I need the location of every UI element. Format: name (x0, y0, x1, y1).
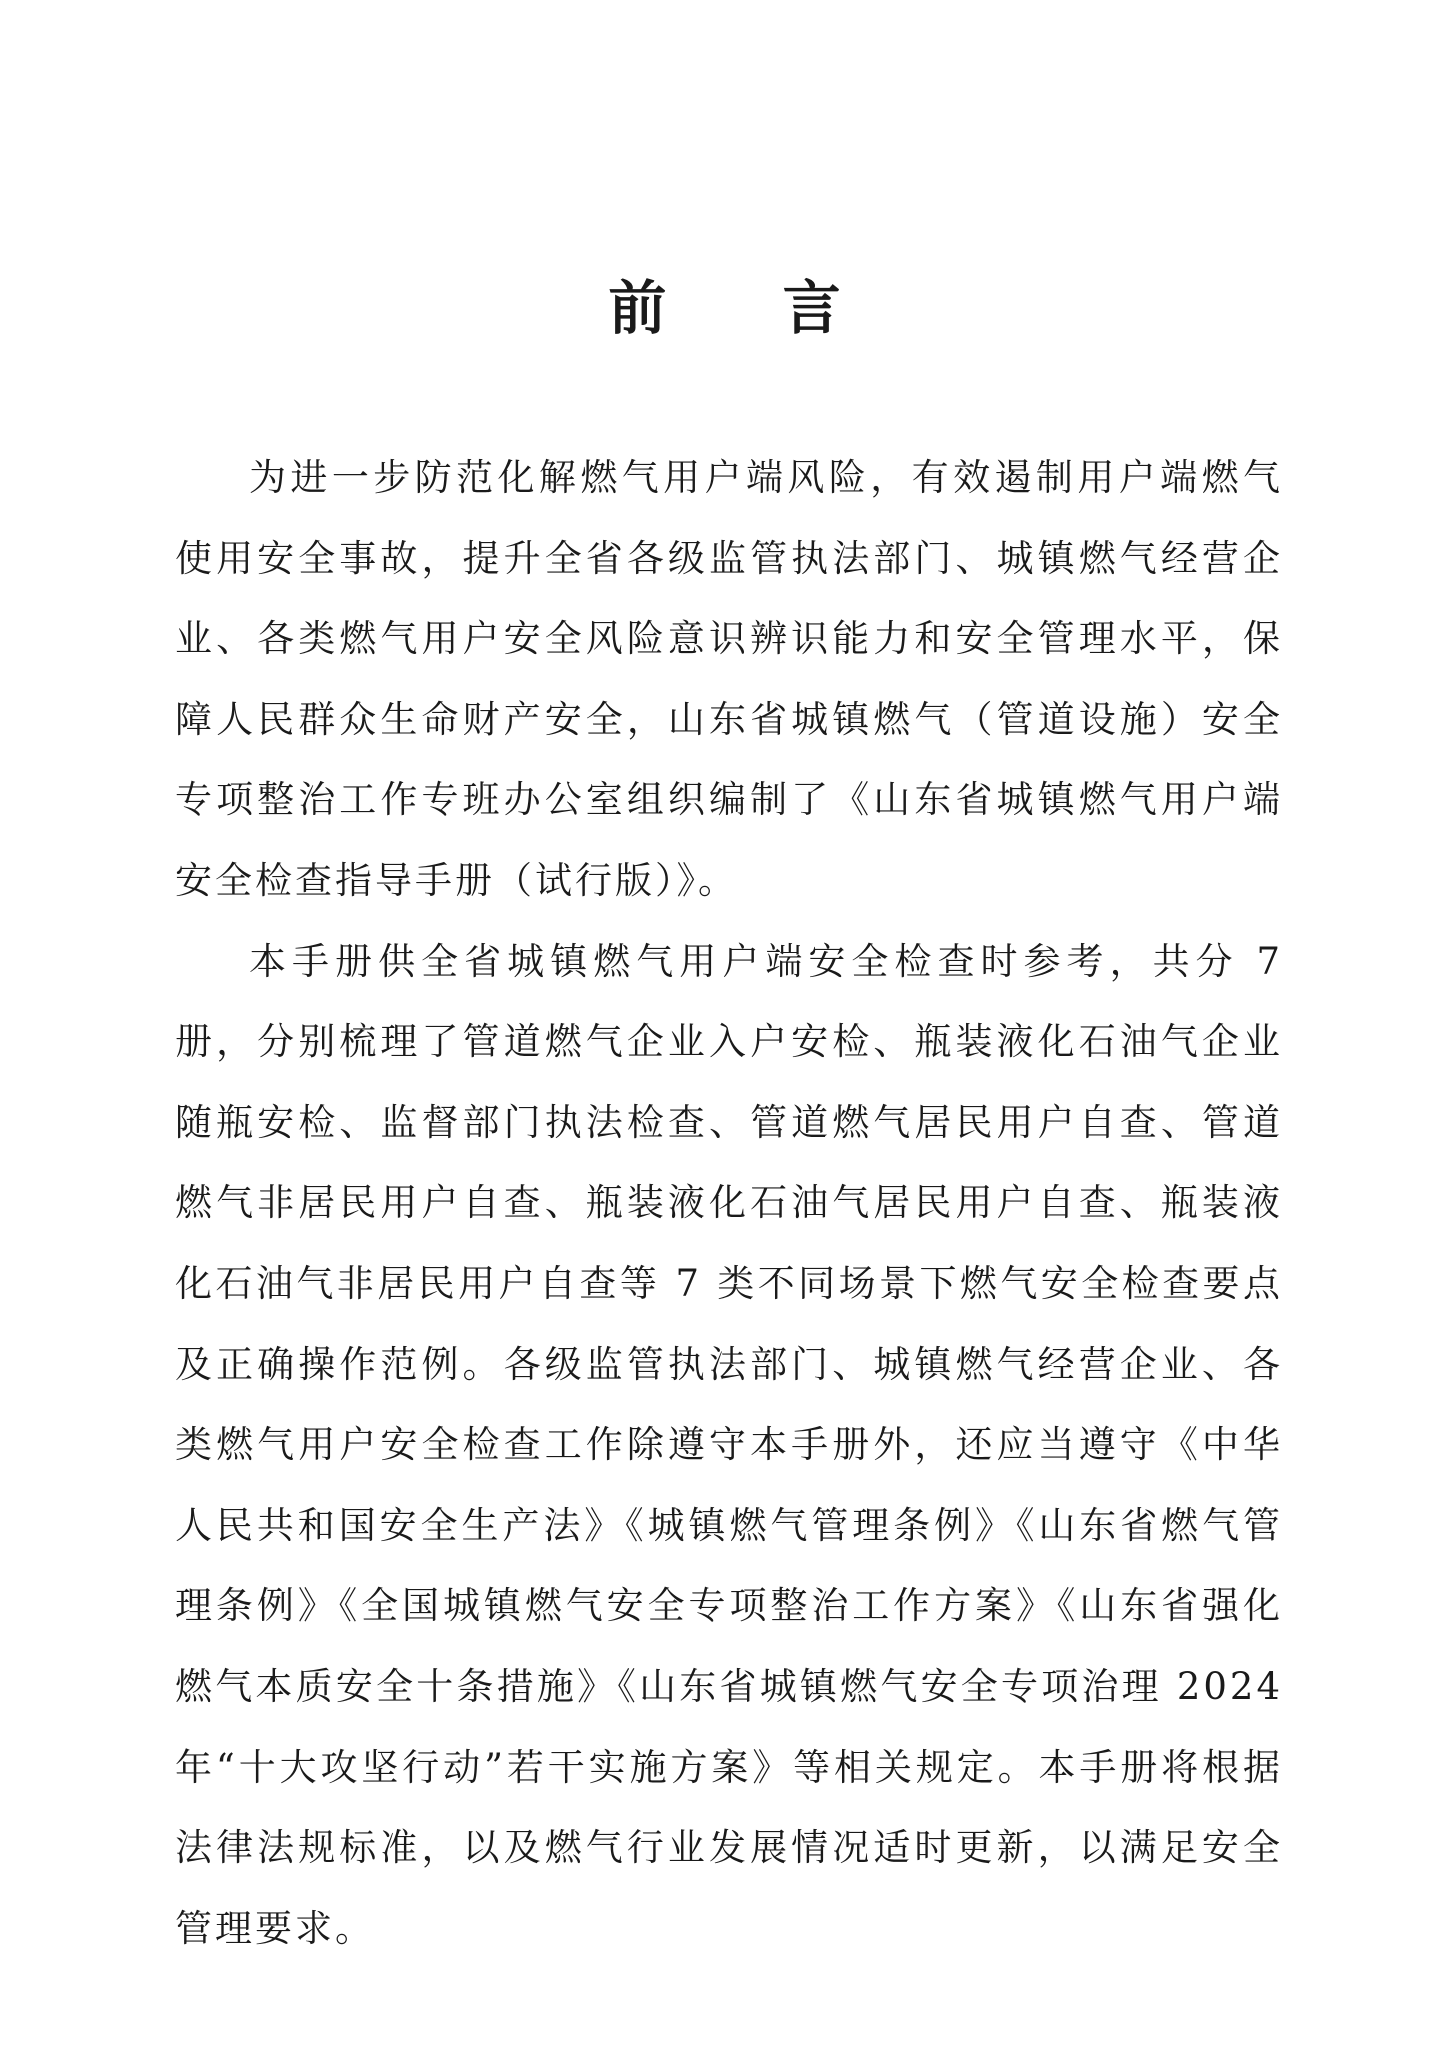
page-title: 前 言 (608, 274, 889, 342)
paragraph-purpose: 为进一步防范化解燃气用户端风险，有效遏制用户端燃气使用安全事故，提升全省各级监管执法部门、城镇燃气经营企业、各类燃气用户安全风险意识辨识能力和安全管理水平，保障人民群众生命财产安全，山东省城镇燃气（管道设施）安全专项整治工作专班办公室组织编制了《山东省城镇燃气用户端安全检查指导手册（试行版）》。 (175, 456, 1283, 902)
paragraph-scope: 本手册供全省城镇燃气用户端安全检查时参考，共分 7 册，分别梳理了管道燃气企业入户安检、瓶装液化石油气企业随瓶安检、监督部门执法检查、管道燃气居民用户自查、管道燃气非居民用户自查、瓶装液化石油气居民用户自查、瓶装液化石油气非居民用户自查等 7 类不同场景下燃气安全检查要点及正确操作范例。各级监管执法部门、城镇燃气经营企业、各类燃气用户安全检查工作除遵守本手册外，还应当遵守《中华人民共和国安全生产法》《城镇燃气管理条例》《山东省燃气管理条例》《全国城镇燃气安全专项整治工作方案》《山东省强化燃气本质安全十条措施》《山东省城镇燃气安全专项治理 2024 年“十大攻坚行动”若干实施方案》等相关规定。本手册将根据法律法规标准，以及燃气行业发展情况适时更新，以满足安全管理要求。 (175, 939, 1283, 1950)
document-body (175, 438, 1283, 1969)
